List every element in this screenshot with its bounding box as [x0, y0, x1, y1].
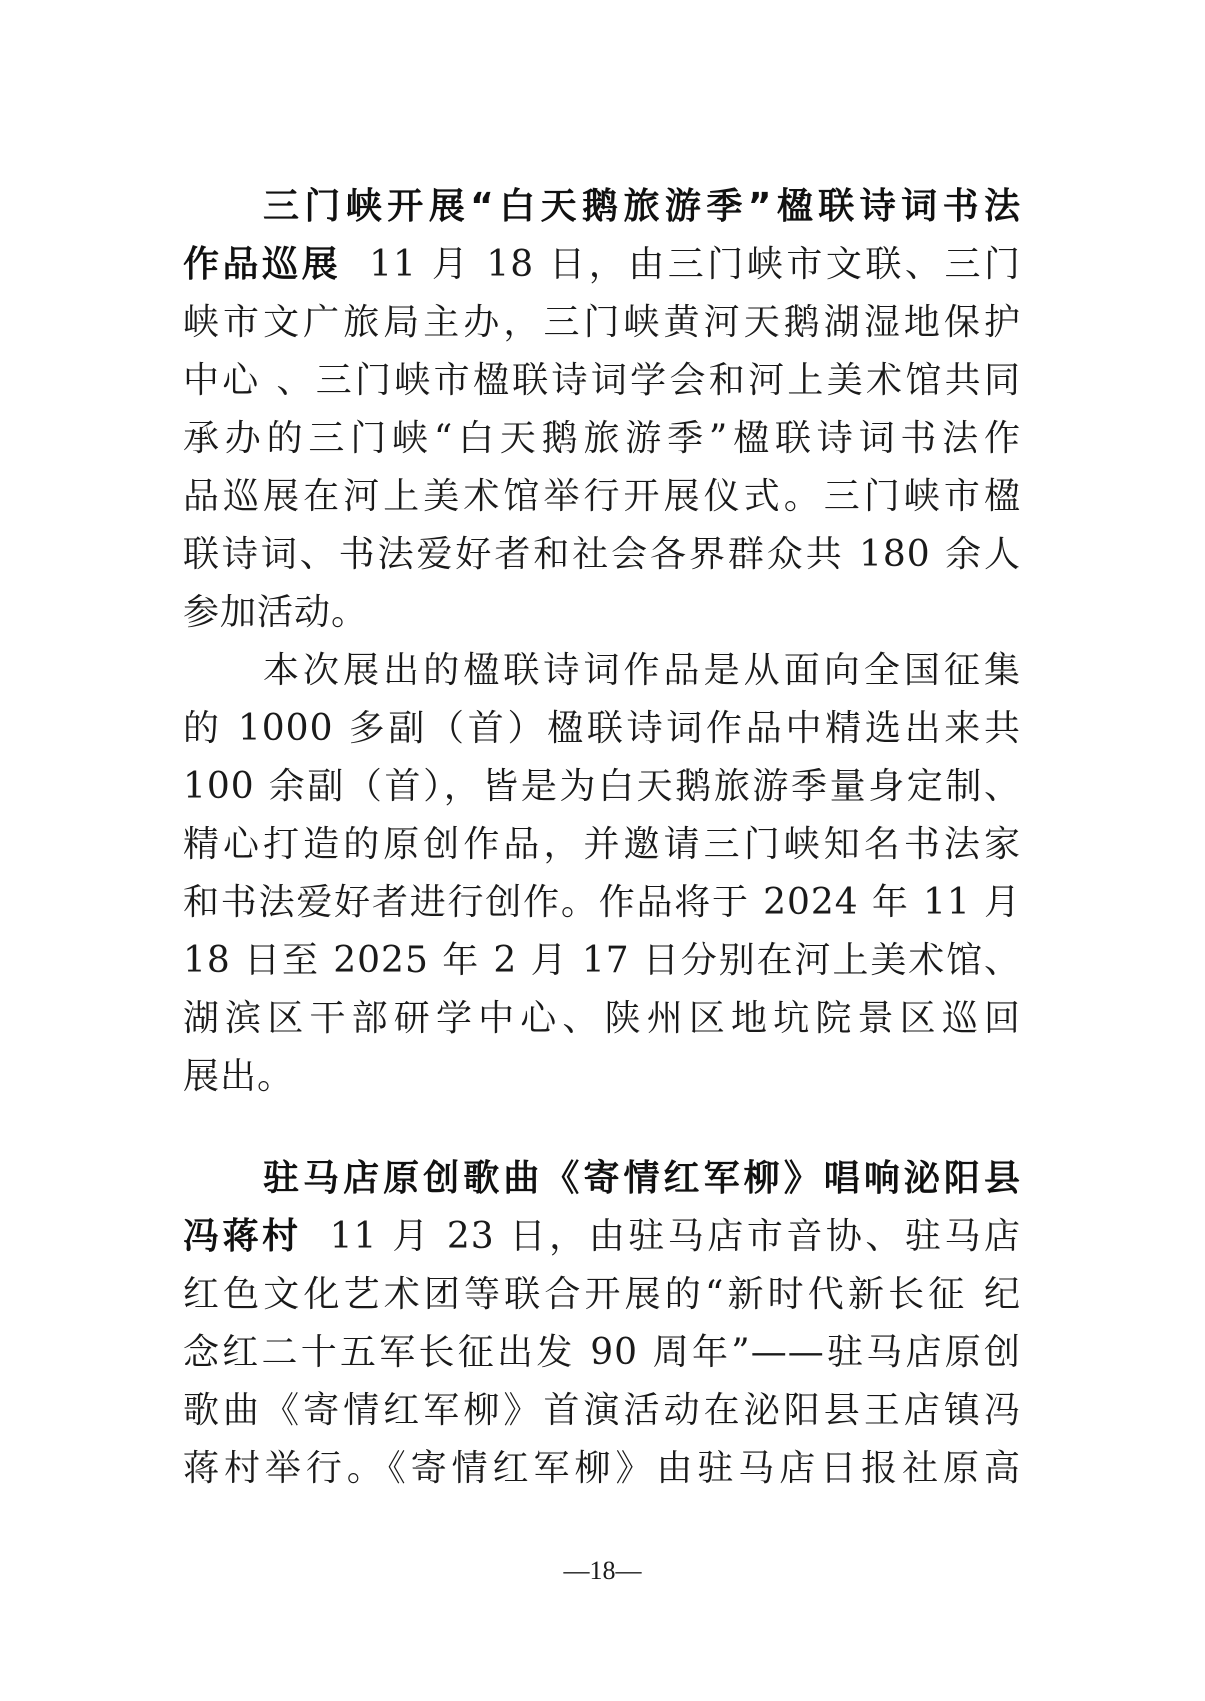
article-1-body-line: 峡市文广旅局主办，三门峡黄河天鹅湖湿地保护 [183, 302, 1021, 343]
article-2-headline-end: 冯蒋村 [183, 1216, 302, 1257]
article-1-headline-text: 三门峡开展“白天鹅旅游季”楹联诗词书法 [263, 186, 1021, 227]
article-1-body-line: 100 余副（首），皆是为白天鹅旅游季量身定制、 [183, 766, 1021, 807]
article-2-headline-text: 驻马店原创歌曲《寄情红军柳》唱响泌阳县 [263, 1158, 1021, 1199]
article-1-body-line: 联诗词、书法爱好者和社会各界群众共 180 余人 [183, 534, 1021, 575]
article-2-body-line: 蒋村举行。《寄情红军柳》由驻马店日报社原高 [183, 1448, 1021, 1489]
article-1-headline-continuation [183, 236, 1021, 294]
article-2-body-line: 歌曲《寄情红军柳》首演活动在泌阳县王店镇冯 [183, 1390, 1021, 1431]
article-2-body-start: 11 月 23 日，由驻马店市音协、驻马店 [329, 1216, 1021, 1257]
article-2-headline [263, 1150, 1021, 1208]
article-1-body-line: 展出。 [183, 1056, 295, 1097]
article-1-body-line: 的 1000 多副（首）楹联诗词作品中精选出来共 [183, 708, 1021, 749]
article-1-headline-end: 作品巡展 [183, 244, 342, 285]
article-2-body-line: 红色文化艺术团等联合开展的“新时代新长征 纪 [183, 1274, 1021, 1315]
article-1-body-line: 精心打造的原创作品，并邀请三门峡知名书法家 [183, 824, 1021, 865]
article-2-headline-continuation [183, 1208, 1021, 1266]
article-1-body-line: 中心 、三门峡市楹联诗词学会和河上美术馆共同 [183, 360, 1021, 401]
article-1-body-line: 参加活动。 [183, 592, 369, 633]
article-1-body-line: 18 日至 2025 年 2 月 17 日分别在河上美术馆、 [183, 940, 1021, 981]
article-1-body-line: 承办的三门峡“白天鹅旅游季”楹联诗词书法作 [183, 418, 1021, 459]
article-1-body-line: 和书法爱好者进行创作。作品将于 2024 年 11 月 [183, 882, 1021, 923]
article-1-body-start: 11 月 18 日，由三门峡市文联、三门 [369, 244, 1021, 285]
article-1-body-line: 品巡展在河上美术馆举行开展仪式。三门峡市楹 [183, 476, 1021, 517]
article-1-headline [263, 178, 1021, 236]
article-1-body-line: 湖滨区干部研学中心、陕州区地坑院景区巡回 [183, 998, 1021, 1039]
article-2-body-line: 念红二十五军长征出发 90 周年”——驻马店原创 [183, 1332, 1021, 1373]
article-1-paragraph-2-start: 本次展出的楹联诗词作品是从面向全国征集 [263, 650, 1021, 691]
page-number: —18— [563, 1556, 642, 1585]
